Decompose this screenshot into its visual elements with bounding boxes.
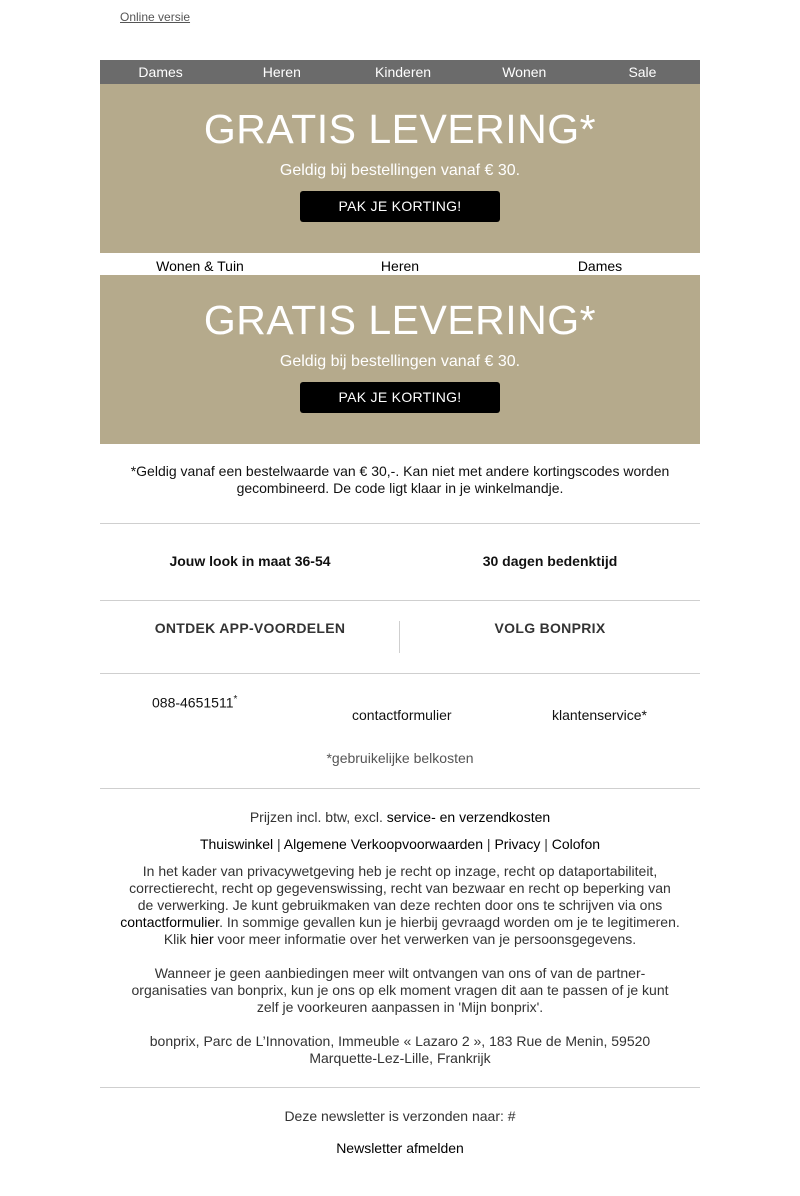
online-version-link[interactable]: Online versie (120, 10, 191, 24)
phone-cost-marker: * (233, 694, 238, 705)
banner-cta-button[interactable]: PAK JE KORTING! (300, 382, 500, 413)
top-navigation (100, 60, 700, 84)
unsubscribe-link[interactable]: Newsletter afmelden (336, 1140, 464, 1156)
terms-link[interactable]: Algemene Verkoopvoorwaarden (283, 836, 484, 852)
sent-to-note: Deze newsletter is verzonden naar: # (284, 1108, 516, 1124)
nav-item-heren[interactable]: Heren (262, 64, 301, 80)
shipping-costs-link[interactable]: service- en verzendkosten (386, 809, 551, 825)
usp-return-period[interactable]: 30 dagen bedenktijd (482, 553, 618, 569)
divider (100, 673, 700, 674)
usp-row (100, 553, 700, 569)
nav-item-wonen[interactable]: Wonen (502, 64, 547, 80)
divider (100, 523, 700, 524)
contact-form-link[interactable]: contactformulier (352, 707, 452, 723)
customer-service-link[interactable]: klantenservice* (552, 707, 647, 723)
promo-banner-secondary[interactable] (100, 275, 700, 444)
subnav-item-heren[interactable]: Heren (380, 258, 420, 274)
nav-item-dames[interactable]: Dames (138, 64, 183, 80)
banner-subtitle: Geldig bij bestellingen vanaf € 30. (279, 353, 521, 370)
category-navigation (100, 253, 700, 275)
optout-statement: Wanneer je geen aanbiedingen meer wilt ontvangen van ons of van de partner-organisaties van bonprix, kun je ons op elk moment vragen dit aan te passen of je kunt zelf je voorkeuren aanpassen in 'Mijn bonprix'. (131, 965, 669, 1015)
subnav-item-wonen-tuin[interactable]: Wonen & Tuin (156, 258, 244, 274)
prices-note (120, 809, 680, 826)
phone-number-text: 088-4651511 (152, 694, 234, 711)
divider (100, 788, 700, 789)
phone-number[interactable] (152, 694, 237, 711)
app-social-row (100, 620, 700, 636)
banner-title: GRATIS LEVERING* (203, 297, 597, 343)
privacy-contact-form-link[interactable]: contactformulier (120, 914, 220, 930)
privacy-statement: In het kader van privacywetgeving heb je recht op inzage, recht op dataportabiliteit, correctierecht, recht op gegevenswissing, recht van bezwaar en recht op beperking van de verwerking. Je kunt gebruikmaken van deze rechten door ons te schrijven via ons contactformulier. In sommige gevallen kun je hierbij gevraagd worden om je te legitimeren. Klik hier voor meer informatie over het verwerken van je persoonsgegevens. (120, 863, 680, 947)
vertical-divider (399, 621, 400, 653)
nav-item-kinderen[interactable]: Kinderen (375, 64, 432, 80)
subnav-item-dames[interactable]: Dames (577, 258, 623, 274)
divider (100, 1087, 700, 1088)
prices-text: Prijzen incl. btw, excl. (249, 809, 387, 825)
colofon-link[interactable]: Colofon (551, 836, 601, 852)
banner-subtitle: Geldig bij bestellingen vanaf € 30. (279, 162, 521, 179)
promo-disclaimer: *Geldig vanaf een bestelwaarde van € 30,-. Kan niet met andere kortingscodes worden gecombineerd. De code ligt klaar in je winkelmandje. (130, 463, 670, 496)
promo-banner[interactable] (100, 84, 700, 253)
divider (100, 600, 700, 601)
footer-links: Thuiswinkel | Algemene Verkoopvoorwaarden | Privacy | Colofon (199, 836, 601, 852)
app-benefits-link[interactable]: ONTDEK APP-VOORDELEN (154, 620, 346, 636)
banner-cta-button[interactable]: PAK JE KORTING! (300, 191, 500, 222)
unsubscribe-row (120, 1140, 680, 1157)
call-costs-note: *gebruikelijke belkosten (326, 750, 474, 766)
privacy-link[interactable]: Privacy (494, 836, 545, 852)
nav-item-sale[interactable]: Sale (628, 64, 657, 80)
follow-bonprix-link[interactable]: VOLG BONPRIX (494, 620, 606, 636)
thuiswinkel-link[interactable]: Thuiswinkel (199, 836, 274, 852)
company-address: bonprix, Parc de L’Innovation, Immeuble « Lazaro 2 », 183 Rue de Menin, 59520 Marquette-Lez-Lille, Frankrijk (149, 1033, 651, 1066)
banner-title: GRATIS LEVERING* (203, 106, 597, 152)
usp-sizes[interactable]: Jouw look in maat 36-54 (169, 553, 331, 569)
privacy-info-link[interactable]: hier (190, 931, 214, 947)
